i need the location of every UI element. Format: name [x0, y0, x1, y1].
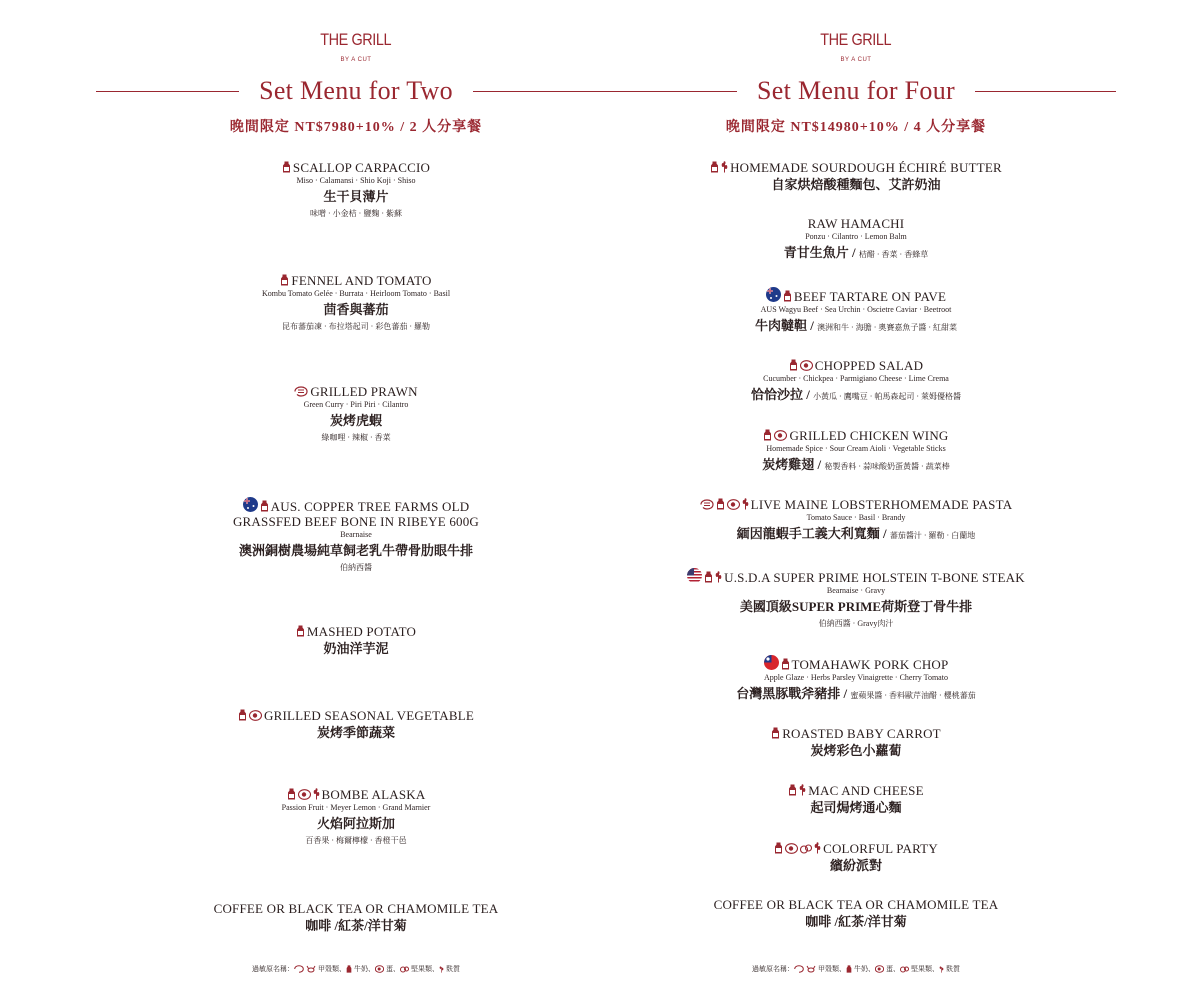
egg-icon [800, 360, 813, 371]
item-description-zh: 小黃瓜 · 鷹嘴豆 · 帕馬森起司 · 萊姆優格醬 [813, 392, 962, 401]
allergen-milk: 牛奶、 [354, 965, 375, 973]
gluten-icon [721, 161, 728, 173]
gluten-icon [313, 788, 320, 800]
item-name-zh: 緬因龍蝦手工義大利寬麵 / [736, 526, 890, 541]
menu-title: Set Menu for Two [259, 76, 453, 105]
item-description: Green Curry · Piri Piri · Cilantro [303, 400, 409, 409]
australia-flag-icon [243, 497, 258, 512]
item-name-line-1: AUS. COPPER TREE FARMS OLD [270, 499, 470, 514]
item-description: AUS Wagyu Beef · Sea Urchin · Oscietre Caviar · Beetroot [760, 305, 952, 314]
item-name-zh: 生干貝薄片 [323, 189, 389, 204]
milk-icon [704, 571, 713, 583]
item-description-zh: 味噌 · 小金桔 · 鹽麴 · 紫蘇 [310, 209, 402, 218]
menu-item [596, 160, 1116, 194]
gluten-icon [715, 571, 722, 583]
item-name-zh: 炭烤虎蝦 [329, 413, 382, 428]
item-name-line-2: GRASSFED BEEF BONE IN RIBEYE 600G [232, 514, 480, 529]
menu-item [596, 428, 1116, 476]
allergen-egg: 蛋、 [386, 965, 400, 973]
item-name-zh: 奶油洋芋泥 [323, 641, 389, 656]
milk-icon [238, 709, 247, 721]
allergen-nut: 堅果類、 [411, 965, 439, 973]
egg-icon [785, 843, 798, 854]
title-row [596, 74, 1116, 108]
gluten-icon [799, 784, 806, 796]
set-menu-for-two [96, 0, 616, 1000]
milk-icon [774, 842, 783, 854]
item-name: COFFEE OR BLACK TEA OR CHAMOMILE TEA [713, 897, 999, 912]
item-name-zh: 牛肉韃靼 / [754, 318, 818, 333]
item-name: LIVE MAINE LOBSTERHOMEMADE PASTA [750, 497, 1013, 512]
item-name: SCALLOP CARPACCIO [292, 160, 431, 175]
gluten-icon [939, 965, 944, 973]
menu-item [96, 160, 616, 220]
allergen-milk: 牛奶、 [854, 965, 875, 973]
menu-item [596, 497, 1116, 545]
brand-logo [596, 30, 1116, 64]
title-rule-right [473, 91, 616, 92]
item-description: Cucumber · Chickpea · Parmigiano Cheese · Lime Crema [763, 374, 949, 383]
allergen-egg: 蛋、 [886, 965, 900, 973]
menu-item [96, 624, 616, 658]
gluten-icon [439, 965, 444, 973]
menu-item [596, 216, 1116, 264]
item-name: MAC AND CHEESE [808, 783, 924, 798]
milk-icon [771, 727, 780, 739]
shellfish-icon [294, 965, 304, 973]
egg-icon [727, 499, 740, 510]
allergen-label: 過敏原名稱： [252, 965, 294, 973]
egg-icon [875, 965, 884, 973]
item-description-zh: 伯納西醬 [340, 563, 372, 572]
title-rule-right [975, 91, 1116, 92]
item-description-zh: 百香果 · 梅爾檸檬 · 香橙干邑 [305, 836, 407, 845]
australia-flag-icon [766, 287, 781, 302]
item-name: FENNEL AND TOMATO [291, 273, 432, 288]
item-name-zh: 青甘生魚片 / [783, 245, 859, 260]
item-description: Bearnaise [340, 530, 372, 539]
title-rule-left [96, 91, 239, 92]
item-description: Kombu Tomato Gelée · Burrata · Heirloom Tomato · Basil [261, 289, 451, 298]
item-name-zh: 美國頂級SUPER PRIME荷斯登丁骨牛排 [739, 599, 973, 614]
item-name-zh: 起司焗烤通心麵 [810, 800, 902, 815]
menu-item [96, 384, 616, 444]
menu-item [596, 655, 1116, 705]
item-name: MASHED POTATO [306, 624, 417, 639]
gluten-icon [814, 842, 821, 854]
item-name-zh: 咖啡 /紅茶/洋甘菊 [805, 914, 907, 929]
item-description: Ponzu · Cilantro · Lemon Balm [805, 232, 907, 241]
menu-item [596, 568, 1116, 630]
menu-item [596, 897, 1116, 931]
item-description: Miso · Calamansi · Shio Koji · Shiso [296, 176, 416, 185]
milk-icon [260, 500, 269, 512]
menu-item [96, 787, 616, 847]
item-description-zh: 綠咖哩 · 辣椒 · 香菜 [321, 433, 391, 442]
item-description-zh: 桔醋 · 香菜 · 香蜂草 [858, 250, 929, 259]
item-name-zh: 咖啡 /紅茶/洋甘菊 [305, 918, 407, 933]
milk-icon [287, 788, 296, 800]
gluten-icon [742, 498, 749, 510]
nut-icon [900, 965, 909, 973]
item-description-zh: 伯納西醬 · Gravy肉汁 [818, 619, 894, 628]
nut-icon [400, 965, 409, 973]
item-name: GRILLED SEASONAL VEGETABLE [264, 708, 474, 723]
item-description: Apple Glaze · Herbs Parsley Vinaigrette · Cherry Tomato [764, 673, 948, 682]
menu-item [596, 841, 1116, 875]
item-description: Tomato Sauce · Basil · Brandy [806, 513, 906, 522]
menu-price: 晚間限定 NT$7980+10% / 2 人分享餐 [229, 120, 483, 135]
item-name-zh: 自家烘焙酸種麵包、艾許奶油 [771, 177, 941, 192]
allergen-gluten: 麩質 [946, 965, 960, 973]
item-name-zh: 恰恰沙拉 / [750, 387, 814, 402]
item-name-zh: 澳洲銅樹農場純草飼老乳牛帶骨肋眼牛排 [238, 543, 473, 558]
milk-icon [346, 965, 352, 973]
item-description: Passion Fruit · Meyer Lemon · Grand Marnier [281, 803, 431, 812]
item-name: COLORFUL PARTY [823, 841, 938, 856]
item-description: Homemade Spice · Sour Cream Aioli · Vegetable Sticks [766, 444, 946, 453]
egg-icon [774, 430, 787, 441]
nut-icon [800, 843, 812, 854]
milk-icon [788, 784, 797, 796]
brand-sub: BY A CUT [840, 57, 872, 63]
item-name: U.S.D.A SUPER PRIME HOLSTEIN T-BONE STEAK [724, 570, 1025, 585]
menu-title: Set Menu for Four [757, 76, 955, 105]
milk-icon [846, 965, 852, 973]
item-name-zh: 繽紛派對 [829, 858, 882, 873]
menu-price: 晚間限定 NT$14980+10% / 4 人分享餐 [725, 120, 987, 135]
milk-icon [781, 658, 790, 670]
set-menu-for-four [596, 0, 1116, 1000]
milk-icon [783, 290, 792, 302]
milk-icon [763, 429, 772, 441]
brand-logo [96, 30, 616, 64]
milk-icon [789, 359, 798, 371]
allergen-shellfish: 甲殼類、 [318, 965, 346, 973]
menu-item [96, 273, 616, 333]
menu-item [96, 901, 616, 935]
item-name: BOMBE ALASKA [321, 787, 426, 802]
shellfish-icon [794, 965, 804, 973]
title-row [96, 74, 616, 108]
egg-icon [375, 965, 384, 973]
allergen-gluten: 麩質 [446, 965, 460, 973]
item-description-zh: 蜜蘋果醬 · 香料歐芹油醋 · 櫻桃蕃茄 [850, 691, 976, 700]
title-rule-left [596, 91, 737, 92]
usa-flag-icon [687, 568, 702, 583]
brand-name: THE GRILL [820, 30, 892, 49]
item-description-zh: 秘製香料 · 蒜味酸奶蛋黃醬 · 蔬菜棒 [824, 462, 950, 471]
item-name: ROASTED BABY CARROT [782, 726, 941, 741]
milk-icon [296, 625, 305, 637]
item-description-zh: 澳洲和牛 · 海膽 · 奧賽嘉魚子醬 · 紅甜菜 [817, 323, 958, 332]
milk-icon [282, 161, 291, 173]
menu-item [96, 708, 616, 742]
item-name-zh: 火焰阿拉斯加 [316, 816, 395, 831]
shellfish-icon [294, 386, 308, 397]
menu-item [596, 287, 1116, 337]
item-name: HOMEMADE SOURDOUGH ÉCHIRÉ BUTTER [730, 160, 1002, 175]
crab-icon [806, 965, 816, 973]
egg-icon [249, 710, 262, 721]
item-name: TOMAHAWK PORK CHOP [791, 657, 949, 672]
item-description-zh: 蕃茄醬汁 · 羅勒 · 白蘭地 [889, 531, 976, 540]
allergen-legend [96, 964, 616, 974]
menu-item [96, 497, 616, 574]
item-name: GRILLED CHICKEN WING [789, 428, 949, 443]
allergen-legend [596, 964, 1116, 974]
item-name-zh: 炭烤彩色小蘿蔔 [810, 743, 902, 758]
allergen-nut: 堅果類、 [911, 965, 939, 973]
item-description: Bearnaise · Gravy [826, 586, 886, 595]
taiwan-flag-icon [764, 655, 779, 670]
menu-item [596, 726, 1116, 760]
menu-item [596, 358, 1116, 406]
shellfish-icon [700, 499, 714, 510]
milk-icon [280, 274, 289, 286]
allergen-shellfish: 甲殼類、 [818, 965, 846, 973]
item-name-zh: 茴香與蕃茄 [323, 302, 389, 317]
allergen-label: 過敏原名稱： [752, 965, 794, 973]
item-name: COFFEE OR BLACK TEA OR CHAMOMILE TEA [213, 901, 499, 916]
item-name: RAW HAMACHI [807, 216, 905, 231]
crab-icon [306, 965, 316, 973]
item-description-zh: 昆布蕃茄凍 · 布拉塔起司 · 彩色蕃茄 · 羅勒 [282, 322, 430, 331]
milk-icon [710, 161, 719, 173]
brand-sub: BY A CUT [340, 57, 372, 63]
item-name-zh: 炭烤季節蔬菜 [316, 725, 395, 740]
item-name: CHOPPED SALAD [814, 358, 924, 373]
item-name: GRILLED PRAWN [310, 384, 418, 399]
egg-icon [298, 789, 311, 800]
menu-item [596, 783, 1116, 817]
item-name-zh: 炭烤雞翅 / [762, 457, 825, 472]
item-name-zh: 台灣黑豚戰斧豬排 / [736, 686, 851, 701]
brand-name: THE GRILL [320, 30, 392, 49]
milk-icon [716, 498, 725, 510]
item-name: BEEF TARTARE ON PAVE [793, 289, 947, 304]
